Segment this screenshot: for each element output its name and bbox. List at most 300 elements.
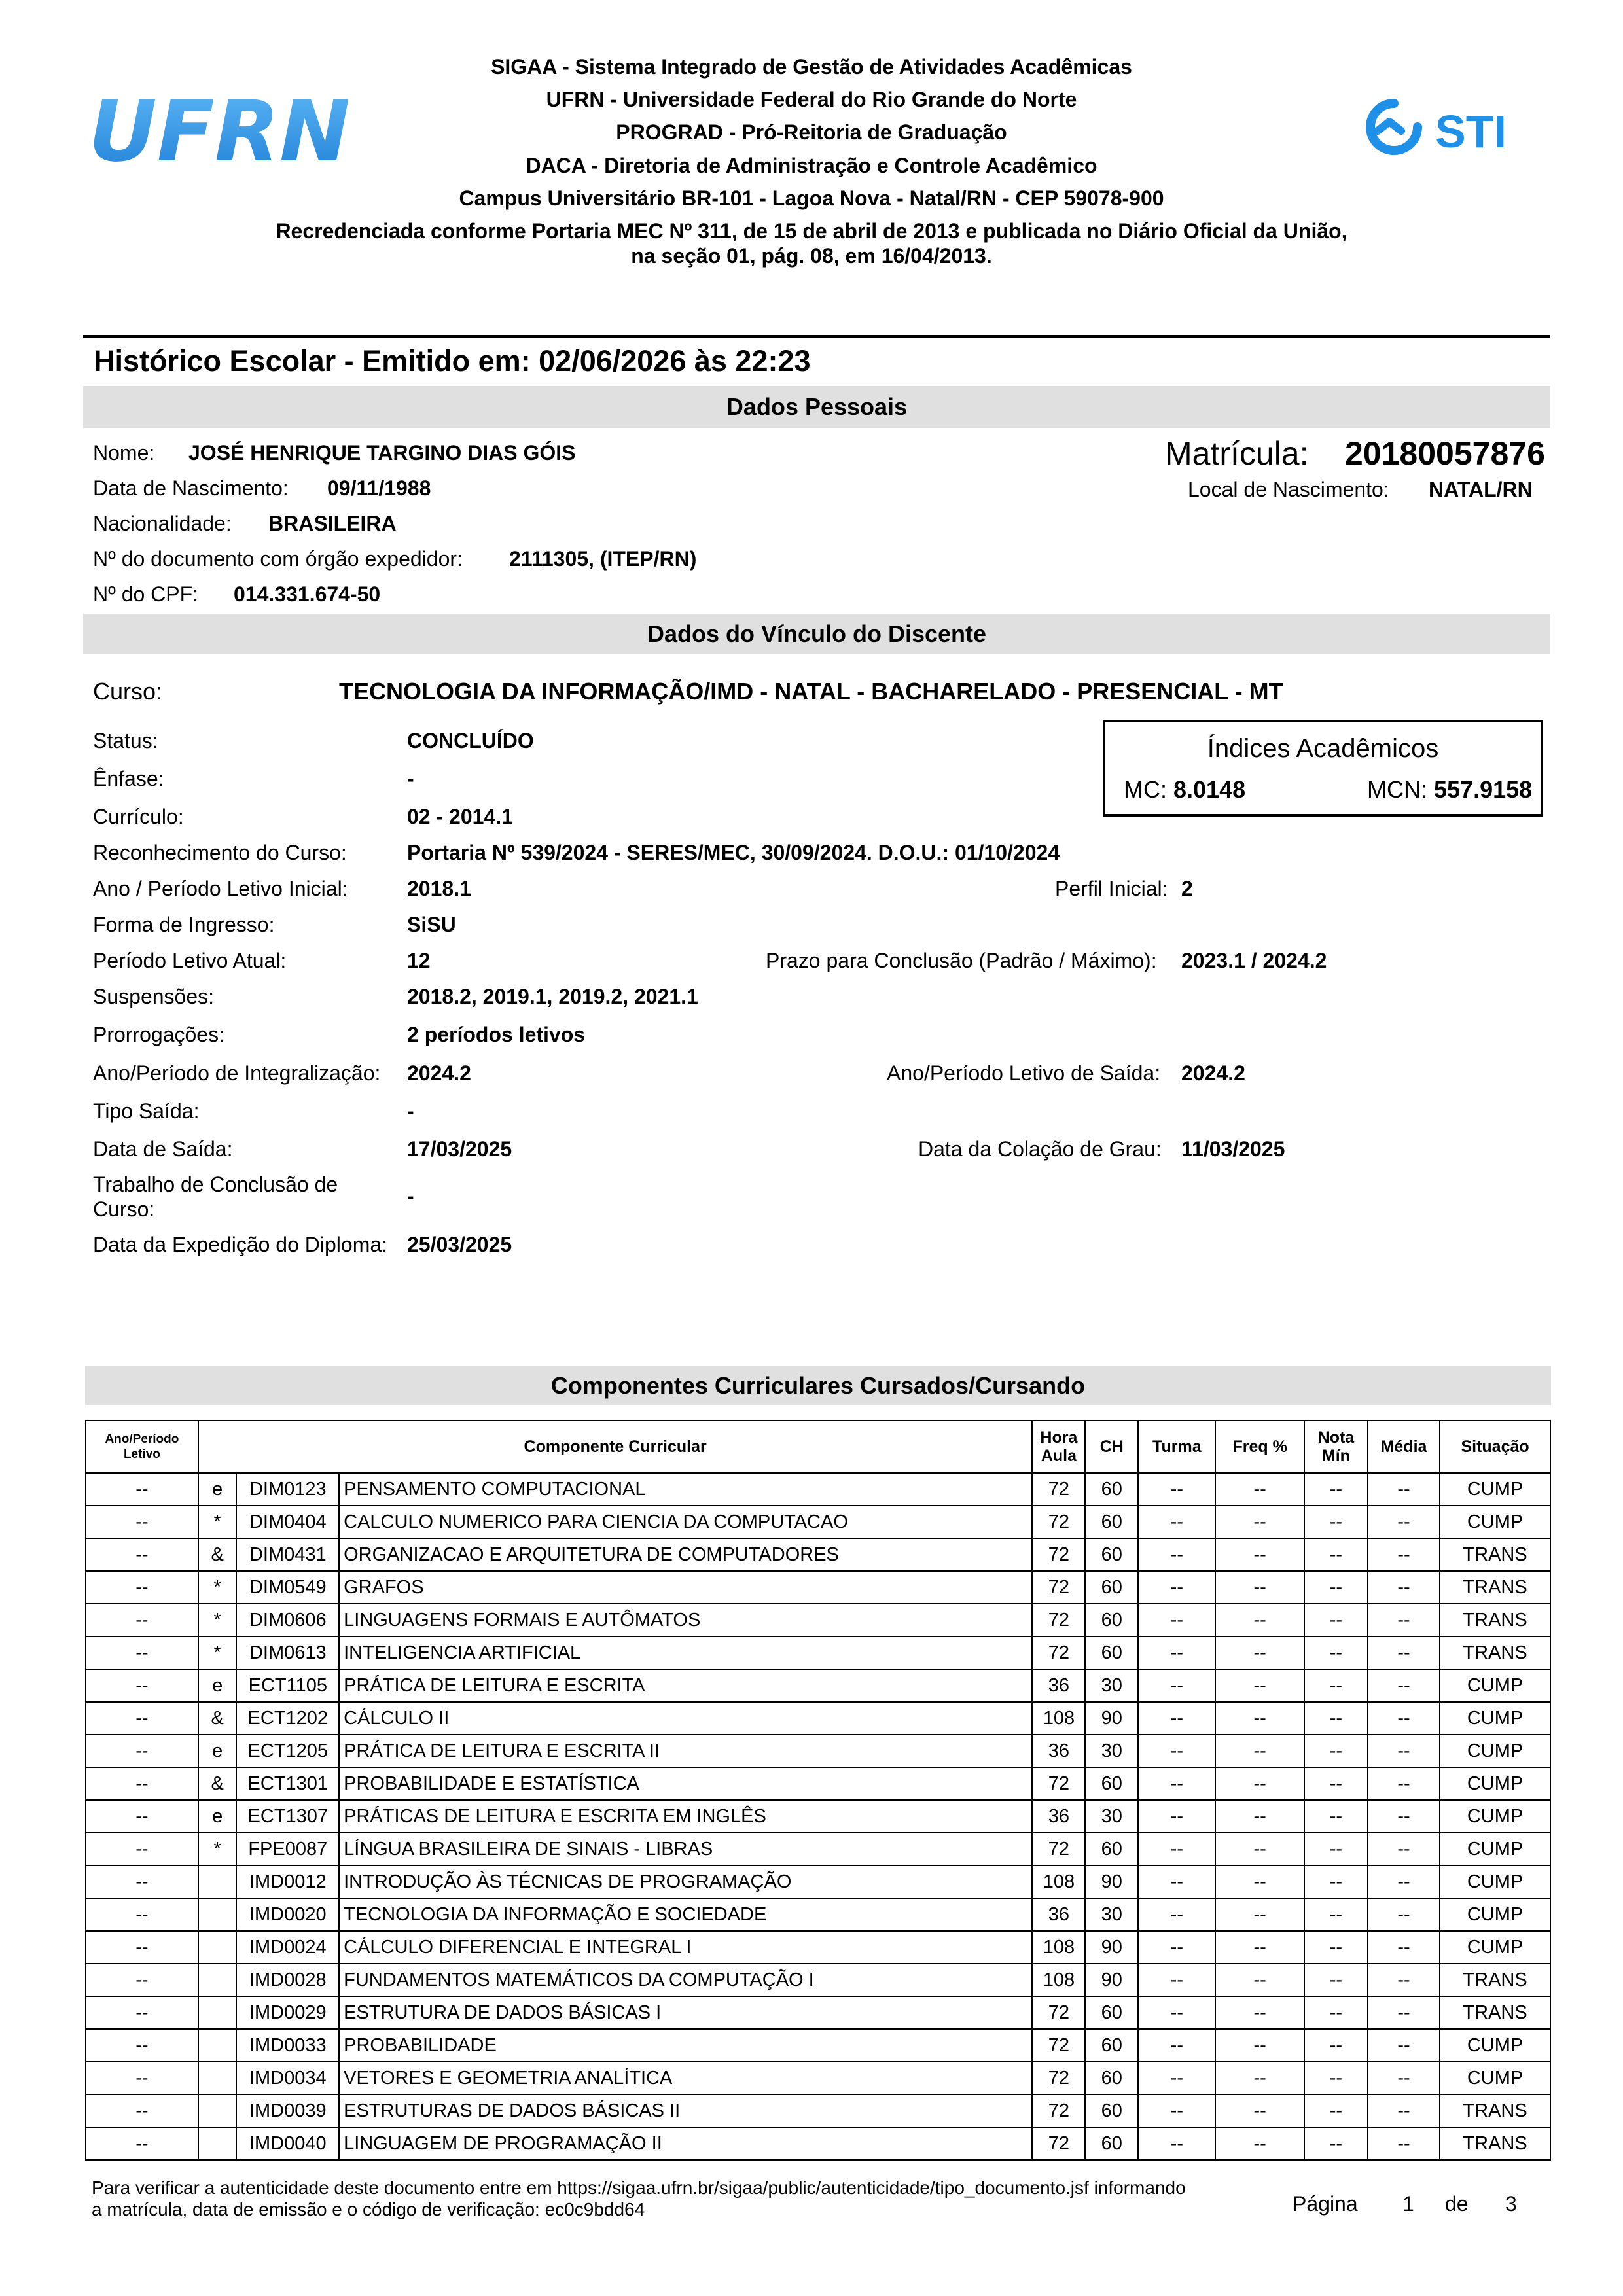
cell-ch: 60 <box>1085 1996 1138 2029</box>
componentes-table-body <box>86 1473 1550 2160</box>
cell-ch: 30 <box>1085 1735 1138 1767</box>
cell-marca: * <box>198 1636 237 1669</box>
ingresso-label: Forma de Ingresso: <box>93 913 275 936</box>
tipo-saida-label: Tipo Saída: <box>93 1099 200 1123</box>
cell-nome: ORGANIZACAO E ARQUITETURA DE COMPUTADORES <box>339 1538 1032 1571</box>
cell-ano: -- <box>86 1636 198 1669</box>
cell-situacao: TRANS <box>1440 1538 1550 1571</box>
cell-nome: PRÁTICA DE LEITURA E ESCRITA <box>339 1669 1032 1702</box>
cell-ano: -- <box>86 1506 198 1538</box>
cell-situacao: CUMP <box>1440 1473 1550 1506</box>
cell-ch: 60 <box>1085 2094 1138 2127</box>
expedicao-label: Data da Expedição do Diploma: <box>93 1233 388 1256</box>
cell-nota-min: -- <box>1304 1538 1368 1571</box>
curso-label: Curso: <box>93 678 163 705</box>
perfil-label: Perfil Inicial: <box>1055 877 1168 900</box>
cell-media: -- <box>1368 1702 1440 1735</box>
cell-ch: 90 <box>1085 1931 1138 1964</box>
cell-media: -- <box>1368 1931 1440 1964</box>
mc-label: MC: <box>1124 776 1167 803</box>
page-total: 3 <box>1505 2192 1517 2216</box>
cell-turma: -- <box>1138 1702 1215 1735</box>
col-hora-line-2: Aula <box>1041 1447 1077 1465</box>
cell-marca: e <box>198 1735 237 1767</box>
cell-ano: -- <box>86 1767 198 1800</box>
documento-label: Nº do documento com órgão expedidor: <box>93 547 463 571</box>
col-ch: CH <box>1085 1421 1138 1473</box>
cell-media: -- <box>1368 1800 1440 1833</box>
indices-title: Índices Acadêmicos <box>1207 734 1439 763</box>
cell-codigo: FPE0087 <box>236 1833 339 1865</box>
cell-ch: 60 <box>1085 2029 1138 2062</box>
table-row <box>86 1931 1550 1964</box>
footer-line-1: Para verificar a autenticidade deste documento entre em https://sigaa.ufrn.br/sigaa/public/autenticidade/tipo_documento.jsf informando <box>92 2178 1186 2198</box>
cell-situacao: CUMP <box>1440 1506 1550 1538</box>
saida-periodo-label: Ano/Período Letivo de Saída: <box>887 1061 1161 1085</box>
table-row <box>86 1636 1550 1669</box>
cell-ano: -- <box>86 1865 198 1898</box>
saida-periodo-value: 2024.2 <box>1181 1061 1245 1085</box>
cell-ano: -- <box>86 1735 198 1767</box>
cell-nota-min: -- <box>1304 1473 1368 1506</box>
cell-ano: -- <box>86 1833 198 1865</box>
status-label: Status: <box>93 729 158 752</box>
cell-hora-aula: 36 <box>1032 1669 1085 1702</box>
perfil-value: 2 <box>1181 877 1193 900</box>
enfase-value: - <box>407 767 414 790</box>
cell-hora-aula: 108 <box>1032 1702 1085 1735</box>
cell-ch: 90 <box>1085 1702 1138 1735</box>
cell-codigo: DIM0613 <box>236 1636 339 1669</box>
cell-turma: -- <box>1138 1669 1215 1702</box>
col-hora-line-1: Hora <box>1040 1428 1078 1447</box>
cell-ch: 60 <box>1085 1604 1138 1636</box>
cell-freq: -- <box>1215 2094 1304 2127</box>
cell-situacao: CUMP <box>1440 1865 1550 1898</box>
cell-nota-min: -- <box>1304 1865 1368 1898</box>
cell-nota-min: -- <box>1304 1931 1368 1964</box>
sti-logo <box>1358 92 1528 164</box>
cell-marca: & <box>198 1767 237 1800</box>
col-nota-line-1: Nota <box>1317 1428 1355 1447</box>
cell-media: -- <box>1368 1604 1440 1636</box>
cell-nome: CALCULO NUMERICO PARA CIENCIA DA COMPUTACAO <box>339 1506 1032 1538</box>
cell-nome: CÁLCULO DIFERENCIAL E INTEGRAL I <box>339 1931 1032 1964</box>
cell-situacao: CUMP <box>1440 1931 1550 1964</box>
cell-turma: -- <box>1138 2062 1215 2094</box>
cell-freq: -- <box>1215 1964 1304 1996</box>
cell-ano: -- <box>86 2127 198 2160</box>
matricula-value: 20180057876 <box>1345 435 1545 472</box>
cell-freq: -- <box>1215 1865 1304 1898</box>
reconhecimento-value: Portaria Nº 539/2024 - SERES/MEC, 30/09/2024. D.O.U.: 01/10/2024 <box>407 841 1060 864</box>
cell-turma: -- <box>1138 2094 1215 2127</box>
cell-freq: -- <box>1215 1702 1304 1735</box>
cell-ch: 60 <box>1085 2062 1138 2094</box>
curriculo-value: 02 - 2014.1 <box>407 805 513 828</box>
cell-situacao: TRANS <box>1440 1636 1550 1669</box>
cell-nota-min: -- <box>1304 2094 1368 2127</box>
cell-nota-min: -- <box>1304 1767 1368 1800</box>
cell-hora-aula: 72 <box>1032 2062 1085 2094</box>
cell-nome: INTELIGENCIA ARTIFICIAL <box>339 1636 1032 1669</box>
cell-nome: PRÁTICA DE LEITURA E ESCRITA II <box>339 1735 1032 1767</box>
cell-nota-min: -- <box>1304 1996 1368 2029</box>
cell-marca: & <box>198 1538 237 1571</box>
col-media: Média <box>1368 1421 1440 1473</box>
table-row <box>86 1964 1550 1996</box>
cell-freq: -- <box>1215 1669 1304 1702</box>
cell-ano: -- <box>86 1931 198 1964</box>
cell-marca: e <box>198 1473 237 1506</box>
cell-codigo: DIM0431 <box>236 1538 339 1571</box>
cell-turma: -- <box>1138 1996 1215 2029</box>
cell-media: -- <box>1368 1571 1440 1604</box>
cell-nota-min: -- <box>1304 1800 1368 1833</box>
footer-verification <box>92 2177 1186 2220</box>
header-line-4: DACA - Diretoria de Administração e Controle Acadêmico <box>526 154 1097 177</box>
matricula-label: Matrícula: <box>1165 435 1309 472</box>
cell-marca <box>198 2127 237 2160</box>
cell-nome: ESTRUTURAS DE DADOS BÁSICAS II <box>339 2094 1032 2127</box>
cell-turma: -- <box>1138 1636 1215 1669</box>
ingresso-value: SiSU <box>407 913 456 936</box>
cell-media: -- <box>1368 2094 1440 2127</box>
indices-academicos-box <box>1103 720 1543 817</box>
table-row <box>86 2029 1550 2062</box>
nome-value: JOSÉ HENRIQUE TARGINO DIAS GÓIS <box>188 441 576 465</box>
cell-nota-min: -- <box>1304 1833 1368 1865</box>
cell-nota-min: -- <box>1304 1506 1368 1538</box>
table-row <box>86 2127 1550 2160</box>
cell-marca <box>198 2029 237 2062</box>
cell-nota-min: -- <box>1304 1571 1368 1604</box>
cell-ano: -- <box>86 2062 198 2094</box>
cell-ano: -- <box>86 1996 198 2029</box>
cell-codigo: DIM0606 <box>236 1604 339 1636</box>
ano-inicial-label: Ano / Período Letivo Inicial: <box>93 877 348 900</box>
cell-freq: -- <box>1215 2127 1304 2160</box>
table-row <box>86 1506 1550 1538</box>
cell-hora-aula: 72 <box>1032 2127 1085 2160</box>
documento-value: 2111305, (ITEP/RN) <box>509 547 697 571</box>
cell-hora-aula: 72 <box>1032 2029 1085 2062</box>
cell-situacao: TRANS <box>1440 1571 1550 1604</box>
page-number: 1 <box>1402 2192 1414 2216</box>
cell-nome: FUNDAMENTOS MATEMÁTICOS DA COMPUTAÇÃO I <box>339 1964 1032 1996</box>
prorrogacoes-value: 2 períodos letivos <box>407 1023 586 1046</box>
document-title: Histórico Escolar - Emitido em: 02/06/2026 às 22:23 <box>94 344 811 378</box>
cell-ch: 30 <box>1085 1898 1138 1931</box>
cell-codigo: ECT1105 <box>236 1669 339 1702</box>
cell-nome: LINGUAGEM DE PROGRAMAÇÃO II <box>339 2127 1032 2160</box>
cell-nome: INTRODUÇÃO ÀS TÉCNICAS DE PROGRAMAÇÃO <box>339 1865 1032 1898</box>
cell-media: -- <box>1368 1538 1440 1571</box>
cell-freq: -- <box>1215 1898 1304 1931</box>
cell-codigo: ECT1301 <box>236 1767 339 1800</box>
cell-freq: -- <box>1215 2029 1304 2062</box>
nacionalidade-value: BRASILEIRA <box>268 512 397 535</box>
reconhecimento-label: Reconhecimento do Curso: <box>93 841 347 864</box>
curriculo-label: Currículo: <box>93 805 184 828</box>
cell-codigo: IMD0012 <box>236 1865 339 1898</box>
cell-freq: -- <box>1215 1604 1304 1636</box>
cell-codigo: ECT1205 <box>236 1735 339 1767</box>
cell-situacao: CUMP <box>1440 1669 1550 1702</box>
cell-ch: 90 <box>1085 1865 1138 1898</box>
cell-hora-aula: 72 <box>1032 1473 1085 1506</box>
cell-freq: -- <box>1215 2062 1304 2094</box>
cell-turma: -- <box>1138 1898 1215 1931</box>
header-line-1: SIGAA - Sistema Integrado de Gestão de Atividades Acadêmicas <box>491 55 1132 79</box>
table-row <box>86 1996 1550 2029</box>
cell-freq: -- <box>1215 1833 1304 1865</box>
cell-turma: -- <box>1138 1538 1215 1571</box>
footer-line-2: a matrícula, data de emissão e o código de verificação: ec0c9bdd64 <box>92 2199 645 2219</box>
cell-media: -- <box>1368 2029 1440 2062</box>
cell-ano: -- <box>86 1898 198 1931</box>
cell-ch: 60 <box>1085 2127 1138 2160</box>
cell-hora-aula: 72 <box>1032 1767 1085 1800</box>
cell-ch: 30 <box>1085 1669 1138 1702</box>
cell-ch: 90 <box>1085 1964 1138 1996</box>
cell-situacao: CUMP <box>1440 1735 1550 1767</box>
cell-hora-aula: 36 <box>1032 1800 1085 1833</box>
cell-codigo: IMD0033 <box>236 2029 339 2062</box>
cell-turma: -- <box>1138 1865 1215 1898</box>
col-turma: Turma <box>1138 1421 1215 1473</box>
col-situacao: Situação <box>1440 1421 1550 1473</box>
cell-media: -- <box>1368 1996 1440 2029</box>
tcc-label-line-2: Curso: <box>93 1197 155 1221</box>
mc-field <box>1124 776 1245 804</box>
cell-codigo: DIM0123 <box>236 1473 339 1506</box>
cell-situacao: TRANS <box>1440 1964 1550 1996</box>
colacao-label: Data da Colação de Grau: <box>918 1137 1162 1161</box>
col-freq: Freq % <box>1215 1421 1304 1473</box>
cell-ch: 60 <box>1085 1538 1138 1571</box>
cell-turma: -- <box>1138 1473 1215 1506</box>
cell-turma: -- <box>1138 2127 1215 2160</box>
cell-ch: 60 <box>1085 1506 1138 1538</box>
cell-media: -- <box>1368 1735 1440 1767</box>
cell-marca: e <box>198 1669 237 1702</box>
cell-nome: ESTRUTURA DE DADOS BÁSICAS I <box>339 1996 1032 2029</box>
cell-ch: 60 <box>1085 1571 1138 1604</box>
cell-codigo: IMD0029 <box>236 1996 339 2029</box>
table-row <box>86 1702 1550 1735</box>
cell-turma: -- <box>1138 1931 1215 1964</box>
header-line-7: na seção 01, pág. 08, em 16/04/2013. <box>631 244 992 268</box>
cell-marca <box>198 1898 237 1931</box>
cell-ano: -- <box>86 1702 198 1735</box>
cell-hora-aula: 36 <box>1032 1898 1085 1931</box>
cell-media: -- <box>1368 1865 1440 1898</box>
cell-nota-min: -- <box>1304 1898 1368 1931</box>
cell-media: -- <box>1368 1898 1440 1931</box>
cell-nota-min: -- <box>1304 1669 1368 1702</box>
cell-hora-aula: 108 <box>1032 1931 1085 1964</box>
cell-media: -- <box>1368 1636 1440 1669</box>
table-row <box>86 2094 1550 2127</box>
cell-hora-aula: 72 <box>1032 1571 1085 1604</box>
table-header-row <box>86 1421 1550 1473</box>
cell-codigo: IMD0024 <box>236 1931 339 1964</box>
cell-codigo: IMD0020 <box>236 1898 339 1931</box>
cell-situacao: CUMP <box>1440 1833 1550 1865</box>
col-ano-periodo <box>86 1421 198 1473</box>
table-row <box>86 1735 1550 1767</box>
header-line-5: Campus Universitário BR-101 - Lagoa Nova - Natal/RN - CEP 59078-900 <box>459 186 1164 210</box>
cell-ano: -- <box>86 1571 198 1604</box>
nome-label: Nome: <box>93 441 155 465</box>
cell-marca: * <box>198 1833 237 1865</box>
data-saida-label: Data de Saída: <box>93 1137 233 1161</box>
cell-nome: PENSAMENTO COMPUTACIONAL <box>339 1473 1032 1506</box>
cell-media: -- <box>1368 2062 1440 2094</box>
tcc-label-line-1: Trabalho de Conclusão de <box>93 1173 338 1196</box>
cell-media: -- <box>1368 1833 1440 1865</box>
mc-value: 8.0148 <box>1173 776 1246 803</box>
cpf-value: 014.331.674-50 <box>234 582 381 606</box>
integralizacao-value: 2024.2 <box>407 1061 471 1085</box>
document-title-bar <box>83 335 1550 378</box>
cell-turma: -- <box>1138 1506 1215 1538</box>
cell-turma: -- <box>1138 1800 1215 1833</box>
cell-turma: -- <box>1138 1767 1215 1800</box>
cell-freq: -- <box>1215 1767 1304 1800</box>
periodo-atual-label: Período Letivo Atual: <box>93 949 287 972</box>
table-row <box>86 1669 1550 1702</box>
col-nota-min <box>1304 1421 1368 1473</box>
cell-nome: LÍNGUA BRASILEIRA DE SINAIS - LIBRAS <box>339 1833 1032 1865</box>
mcn-value: 557.9158 <box>1434 776 1533 803</box>
cell-hora-aula: 108 <box>1032 1865 1085 1898</box>
cell-hora-aula: 72 <box>1032 1833 1085 1865</box>
periodo-atual-value: 12 <box>407 949 431 972</box>
cell-codigo: IMD0039 <box>236 2094 339 2127</box>
cell-ano: -- <box>86 1473 198 1506</box>
cell-ch: 30 <box>1085 1800 1138 1833</box>
cell-ch: 60 <box>1085 1767 1138 1800</box>
cell-freq: -- <box>1215 1538 1304 1571</box>
cell-situacao: CUMP <box>1440 2029 1550 2062</box>
local-nascimento-value: NATAL/RN <box>1429 478 1533 501</box>
tcc-value: - <box>407 1184 414 1208</box>
cell-codigo: IMD0034 <box>236 2062 339 2094</box>
cell-media: -- <box>1368 2127 1440 2160</box>
cell-freq: -- <box>1215 1996 1304 2029</box>
cell-codigo: ECT1202 <box>236 1702 339 1735</box>
table-row <box>86 1473 1550 1506</box>
table-row <box>86 1604 1550 1636</box>
cell-nome: PRÁTICAS DE LEITURA E ESCRITA EM INGLÊS <box>339 1800 1032 1833</box>
cell-turma: -- <box>1138 1571 1215 1604</box>
cell-codigo: IMD0040 <box>236 2127 339 2160</box>
cell-turma: -- <box>1138 2029 1215 2062</box>
cell-marca: & <box>198 1702 237 1735</box>
cell-freq: -- <box>1215 1571 1304 1604</box>
cell-freq: -- <box>1215 1735 1304 1767</box>
curso-value: TECNOLOGIA DA INFORMAÇÃO/IMD - NATAL - BACHARELADO - PRESENCIAL - MT <box>339 678 1283 705</box>
nascimento-label: Data de Nascimento: <box>93 476 289 500</box>
cell-freq: -- <box>1215 1931 1304 1964</box>
mcn-label: MCN: <box>1367 776 1427 803</box>
table-row <box>86 1571 1550 1604</box>
cell-media: -- <box>1368 1473 1440 1506</box>
cell-nota-min: -- <box>1304 2062 1368 2094</box>
integralizacao-label: Ano/Período de Integralização: <box>93 1061 381 1085</box>
colacao-value: 11/03/2025 <box>1181 1137 1285 1161</box>
suspensoes-value: 2018.2, 2019.1, 2019.2, 2021.1 <box>407 985 698 1008</box>
cell-situacao: CUMP <box>1440 1898 1550 1931</box>
cell-nome: LINGUAGENS FORMAIS E AUTÔMATOS <box>339 1604 1032 1636</box>
data-saida-value: 17/03/2025 <box>407 1137 512 1161</box>
section-dados-vinculo: Dados do Vínculo do Discente <box>83 614 1550 654</box>
cell-hora-aula: 72 <box>1032 1506 1085 1538</box>
prazo-value: 2023.1 / 2024.2 <box>1181 949 1327 972</box>
cell-ano: -- <box>86 1964 198 1996</box>
cell-nota-min: -- <box>1304 1702 1368 1735</box>
componentes-table <box>85 1420 1551 2161</box>
mcn-field <box>1367 776 1532 804</box>
cell-nome: TECNOLOGIA DA INFORMAÇÃO E SOCIEDADE <box>339 1898 1032 1931</box>
cell-media: -- <box>1368 1669 1440 1702</box>
cell-ch: 60 <box>1085 1833 1138 1865</box>
cell-freq: -- <box>1215 1636 1304 1669</box>
nacionalidade-label: Nacionalidade: <box>93 512 232 535</box>
cell-nome: PROBABILIDADE E ESTATÍSTICA <box>339 1767 1032 1800</box>
cell-nome: VETORES E GEOMETRIA ANALÍTICA <box>339 2062 1032 2094</box>
cell-nota-min: -- <box>1304 2029 1368 2062</box>
cell-situacao: TRANS <box>1440 1604 1550 1636</box>
cell-nota-min: -- <box>1304 1604 1368 1636</box>
section-dados-pessoais: Dados Pessoais <box>83 386 1550 428</box>
cell-freq: -- <box>1215 1800 1304 1833</box>
cell-freq: -- <box>1215 1473 1304 1506</box>
cell-situacao: TRANS <box>1440 2094 1550 2127</box>
cell-ano: -- <box>86 1604 198 1636</box>
ufrn-logo-text: UFRN <box>88 92 350 170</box>
cell-marca: * <box>198 1506 237 1538</box>
cell-marca <box>198 1996 237 2029</box>
cell-codigo: DIM0404 <box>236 1506 339 1538</box>
cell-nota-min: -- <box>1304 1636 1368 1669</box>
cell-turma: -- <box>1138 1604 1215 1636</box>
prorrogacoes-label: Prorrogações: <box>93 1023 224 1046</box>
cell-situacao: CUMP <box>1440 1800 1550 1833</box>
cell-situacao: TRANS <box>1440 1996 1550 2029</box>
cell-marca <box>198 2094 237 2127</box>
col-ano-line-2: Letivo <box>123 1447 160 1461</box>
cell-turma: -- <box>1138 1833 1215 1865</box>
cpf-label: Nº do CPF: <box>93 582 199 606</box>
cell-hora-aula: 36 <box>1032 1735 1085 1767</box>
table-row <box>86 1898 1550 1931</box>
prazo-label: Prazo para Conclusão (Padrão / Máximo): <box>766 949 1157 972</box>
cell-ch: 60 <box>1085 1473 1138 1506</box>
cell-hora-aula: 108 <box>1032 1964 1085 1996</box>
local-nascimento-label: Local de Nascimento: <box>1188 478 1389 501</box>
cell-nota-min: -- <box>1304 1964 1368 1996</box>
cell-media: -- <box>1368 1506 1440 1538</box>
cell-media: -- <box>1368 1767 1440 1800</box>
cell-situacao: CUMP <box>1440 2062 1550 2094</box>
col-hora-aula <box>1032 1421 1085 1473</box>
table-row <box>86 1538 1550 1571</box>
cell-hora-aula: 72 <box>1032 1604 1085 1636</box>
cell-codigo: DIM0549 <box>236 1571 339 1604</box>
